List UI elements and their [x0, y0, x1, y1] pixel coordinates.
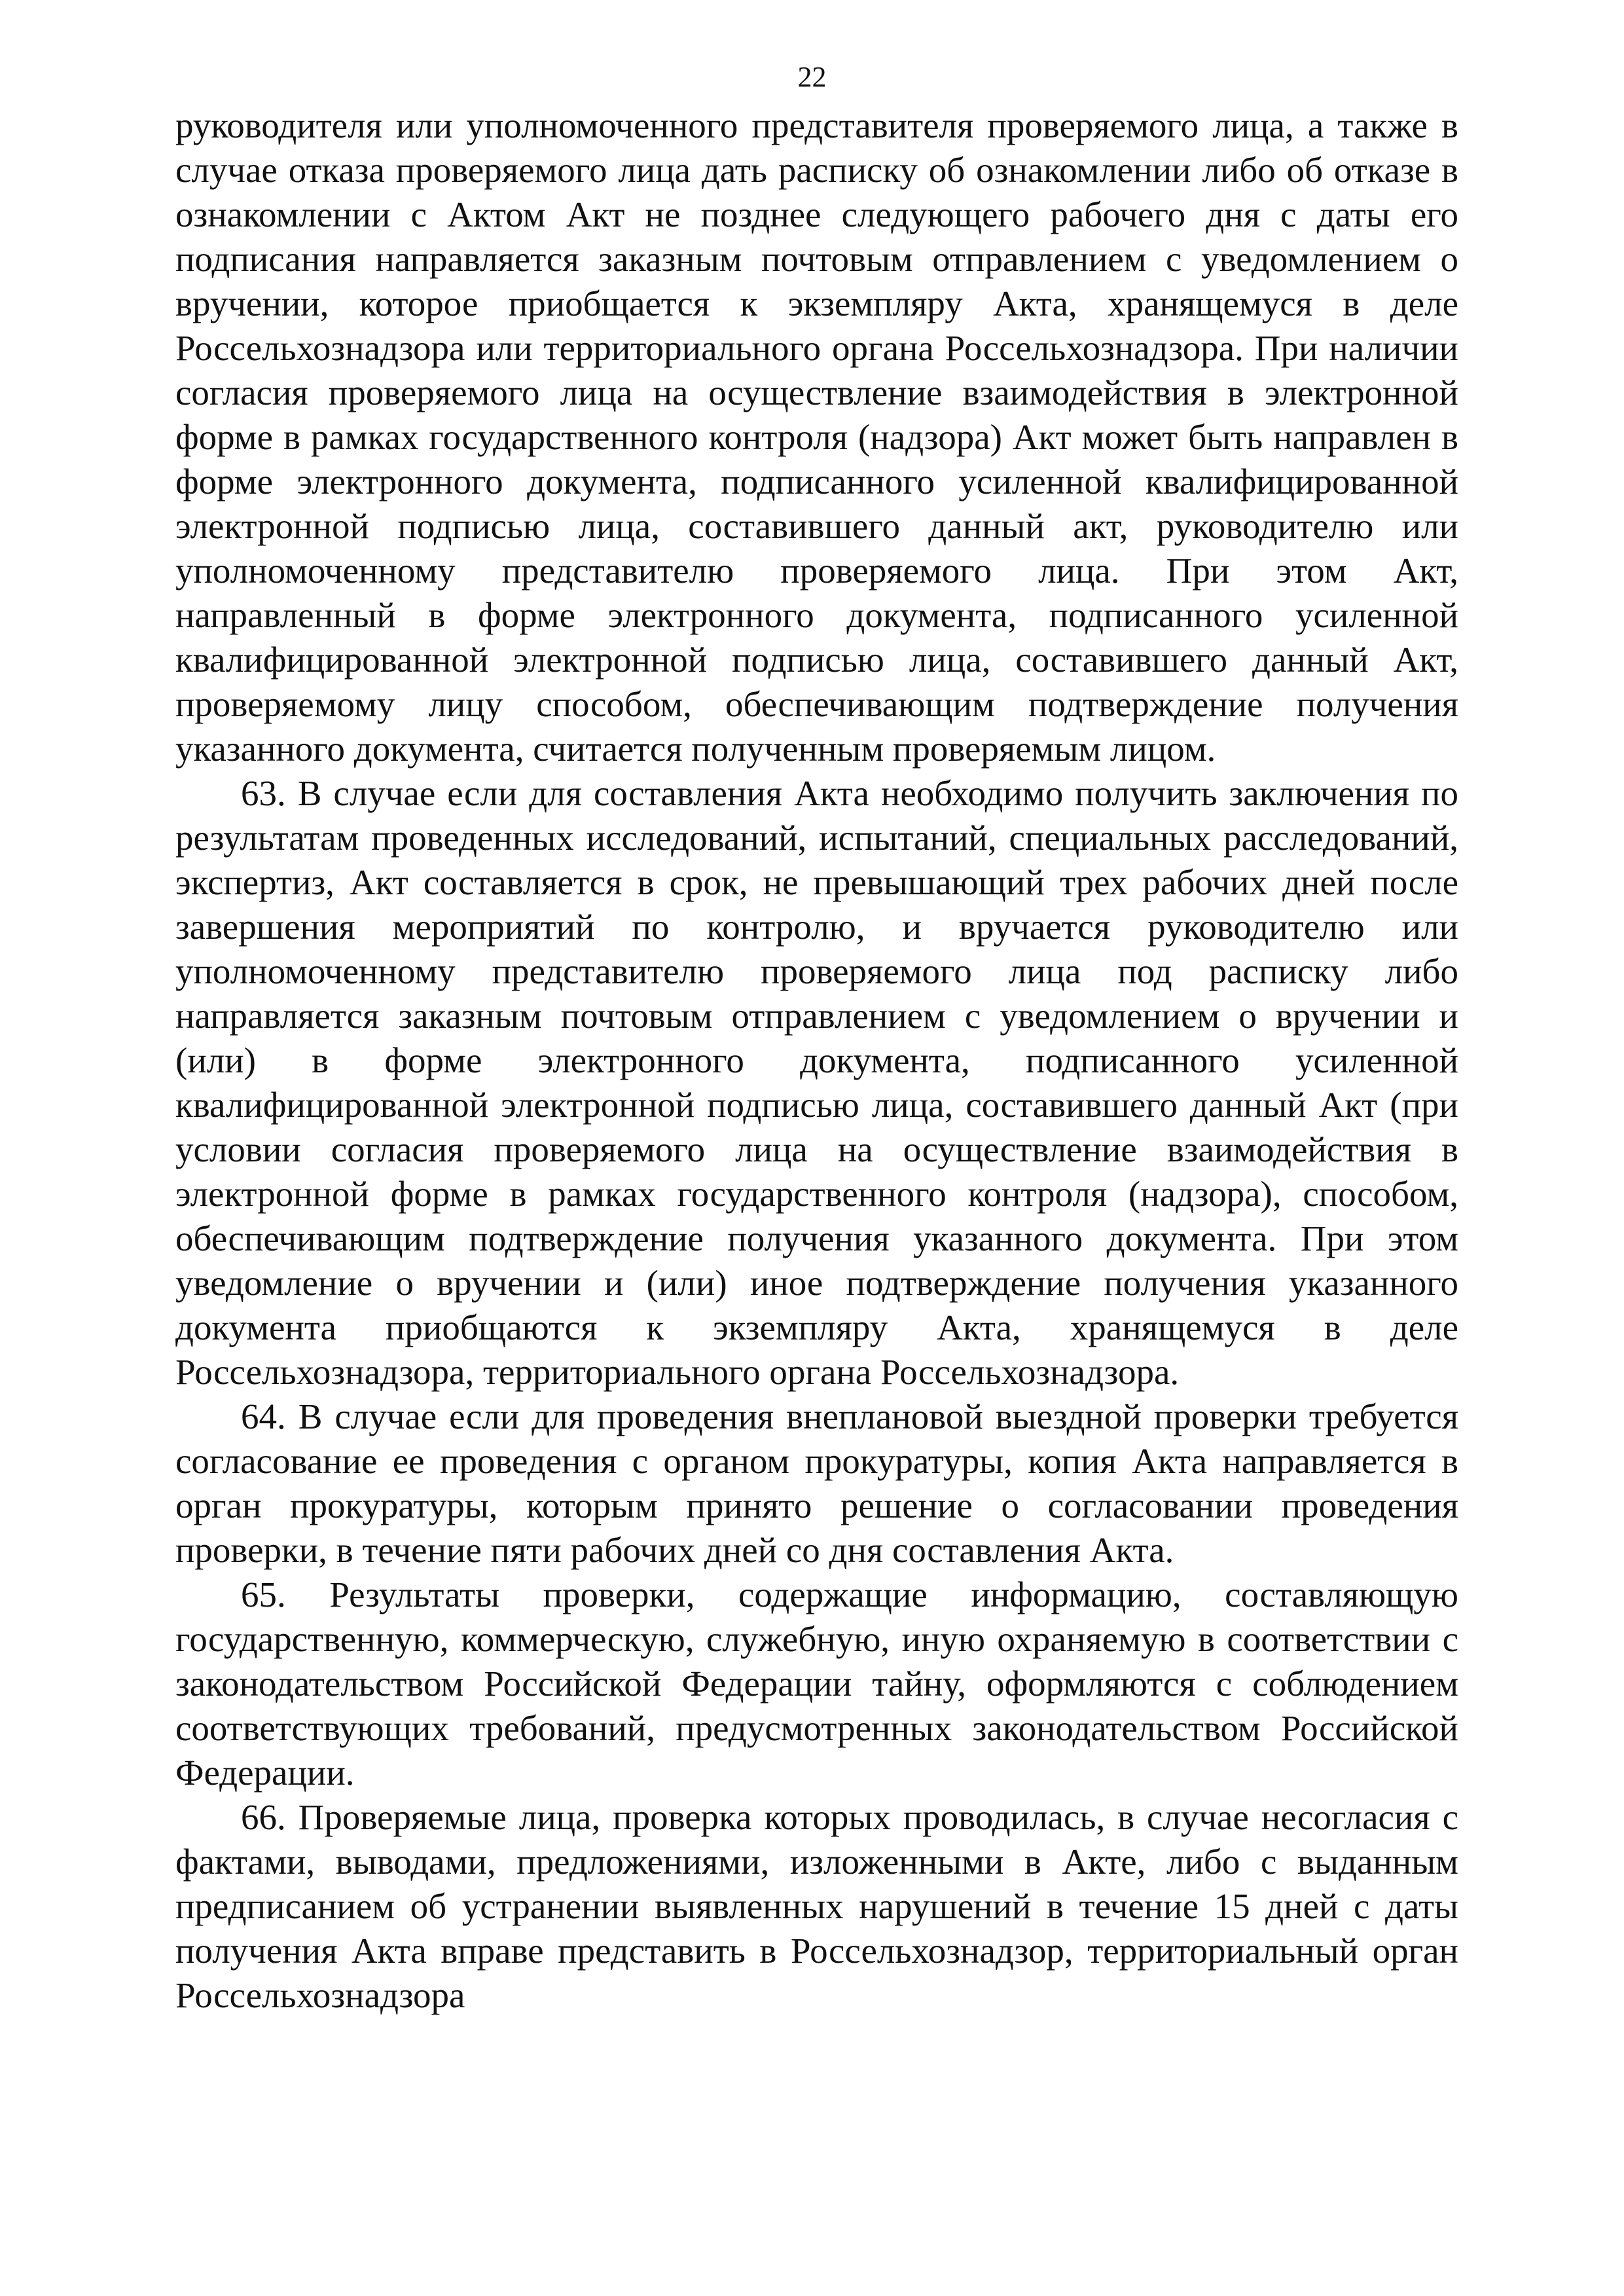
- paragraph-65: 65. Результаты проверки, содержащие информацию, составляющую государственную, коммерческую, служебную, иную охраняемую в соответствии с законодательством Российской Федерации тайну, оформляются с соблюдением соответствующих требований, предусмотренных законодательством Российской Федерации.: [175, 1575, 1458, 1793]
- page-number: 22: [797, 61, 827, 93]
- paragraph-64: 64. В случае если для проведения внеплановой выездной проверки требуется согласование ее проведения с органом прокуратуры, копия Акта направляется в орган прокуратуры, которым принято решение о согласовании проведения проверки, в течение пяти рабочих дней со дня составления Акта.: [175, 1396, 1458, 1570]
- paragraph-66: 66. Проверяемые лица, проверка которых проводилась, в случае несогласия с фактами, выводами, предложениями, изложенными в Акте, либо с выданным предписанием об устранении выявленных нарушений в течение 15 дней с даты получения Акта вправе представить в Россельхознадзор, территориальный орган Россельхознадзора: [175, 1797, 1458, 2015]
- document-body: [175, 103, 1458, 2018]
- paragraph-continuation: руководителя или уполномоченного представителя проверяемого лица, а также в случае отказа проверяемого лица дать расписку об ознакомлении либо об отказе в ознакомлении с Актом Акт не позднее следующего рабочего дня с даты его подписания направляется заказным почтовым отправлением с уведомлением о вручении, которое приобщается к экземпляру Акта, хранящемуся в деле Россельхознадзора или территориального органа Россельхознадзора. При наличии согласия проверяемого лица на осуществление взаимодействия в электронной форме в рамках государственного контроля (надзора) Акт может быть направлен в форме электронного документа, подписанного усиленной квалифицированной электронной подписью лица, составившего данный акт, руководителю или уполномоченному представителю проверяемого лица. При этом Акт, направленный в форме электронного документа, подписанного усиленной квалифицированной электронной подписью лица, составившего данный Акт, проверяемому лицу способом, обеспечивающим подтверждение получения указанного документа, считается полученным проверяемым лицом.: [175, 105, 1458, 769]
- paragraph-63: 63. В случае если для составления Акта необходимо получить заключения по результатам проведенных исследований, испытаний, специальных расследований, экспертиз, Акт составляется в срок, не превышающий трех рабочих дней после завершения мероприятий по контролю, и вручается руководителю или уполномоченному представителю проверяемого лица под расписку либо направляется заказным почтовым отправлением с уведомлением о вручении и (или) в форме электронного документа, подписанного усиленной квалифицированной электронной подписью лица, составившего данный Акт (при условии согласия проверяемого лица на осуществление взаимодействия в электронной форме в рамках государственного контроля (надзора), способом, обеспечивающим подтверждение получения указанного документа. При этом уведомление о вручении и (или) иное подтверждение получения указанного документа приобщаются к экземпляру Акта, хранящемуся в деле Россельхознадзора, территориального органа Россельхознадзора.: [175, 773, 1458, 1392]
